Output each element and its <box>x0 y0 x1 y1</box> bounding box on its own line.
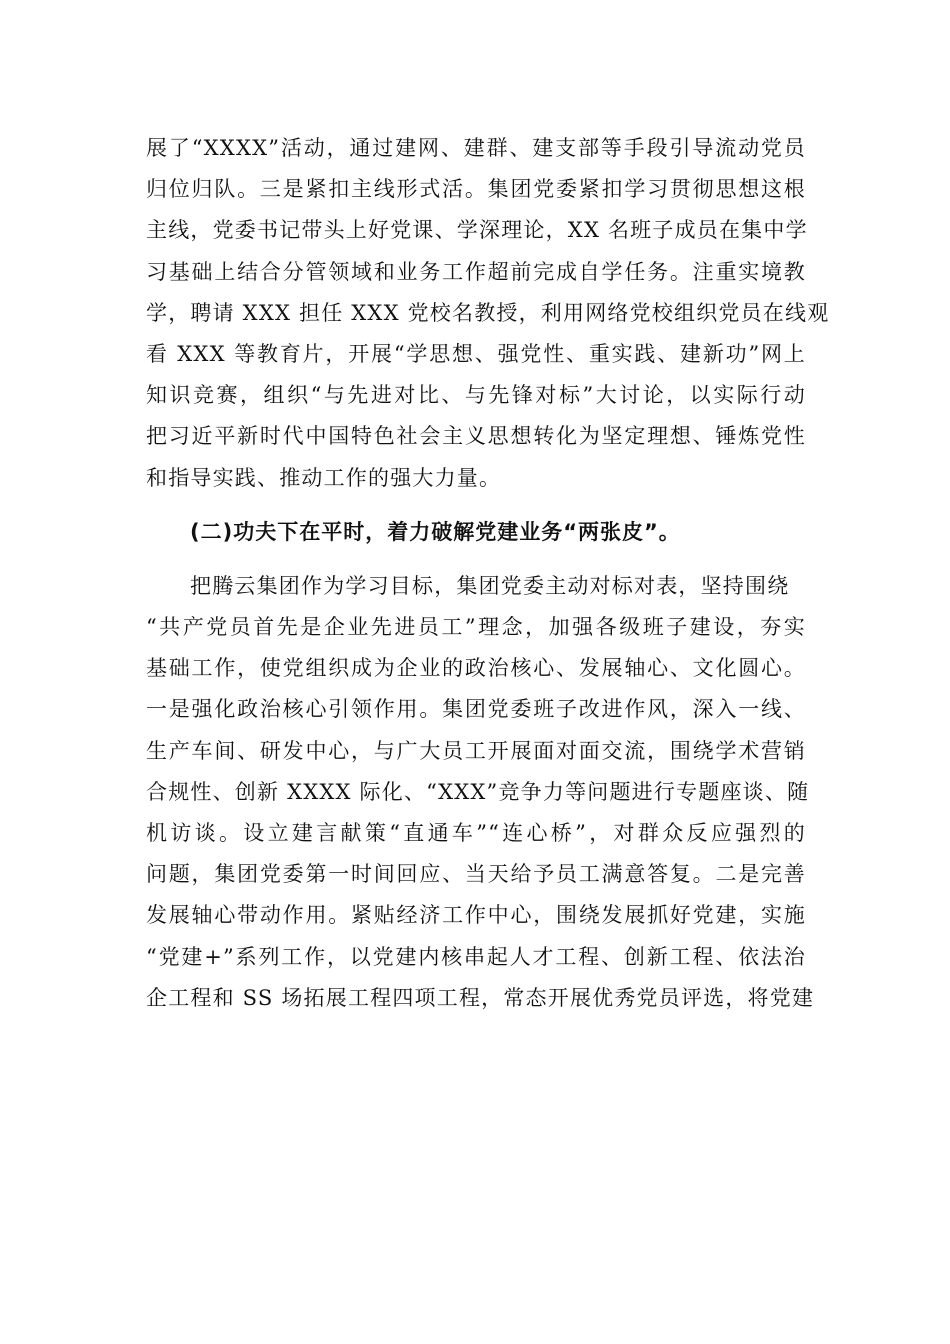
section-heading: (二)功夫下在平时，着力破解党建业务“两张皮”。 <box>190 519 681 544</box>
document-body <box>146 128 830 1019</box>
text-line: 一是强化政治核心引领作用。集团党委班子改进作风，深入一线、 <box>146 697 806 722</box>
text-line: 展了“XXXX”活动，通过建网、建群、建支部等手段引导流动党员 <box>146 136 806 160</box>
text-line: 发展轴心带动作用。紧贴经济工作中心，围绕发展抓好党建，实施 <box>146 903 806 928</box>
text-line: 知识竞赛，组织“与先进对比、与先锋对标”大讨论，以实际行动 <box>146 383 806 408</box>
text-line: 企工程和 SS 场拓展工程四项工程，常态开展优秀党员评选，将党建 <box>146 985 815 1010</box>
paragraph-1 <box>146 128 830 499</box>
text-line: 习基础上结合分管领域和业务工作超前完成自学任务。注重实境教 <box>146 259 806 284</box>
text-line: 把腾云集团作为学习目标，集团党委主动对标对表，坚持围绕 <box>190 573 790 598</box>
text-line: 学，聘请 XXX 担任 XXX 党校名教授，利用网络党校组织党员在线观 <box>146 300 830 325</box>
text-line: 主线，党委书记带头上好党课、学深理论，XX 名班子成员在集中学 <box>146 218 808 243</box>
text-line: 把习近平新时代中国特色社会主义思想转化为坚定理想、锤炼党性 <box>146 424 806 449</box>
text-line: 和指导实践、推动工作的强大力量。 <box>146 465 502 490</box>
text-line: 看 XXX 等教育片，开展“学思想、强党性、重实践、建新功”网上 <box>146 341 806 366</box>
text-line: 问题，集团党委第一时间回应、当天给予员工满意答复。二是完善 <box>146 862 806 887</box>
text-line: 机访谈。设立建言献策“直通车”“连心桥”，对群众反应强烈的 <box>146 821 806 845</box>
text-line: “党建+”系列工作，以党建内核串起人才工程、创新工程、依法治 <box>146 944 806 969</box>
text-line: 基础工作，使党组织成为企业的政治核心、发展轴心、文化圆心。 <box>146 656 806 681</box>
text-line: 归位归队。三是紧扣主线形式活。集团党委紧扣学习贯彻思想这根 <box>146 177 806 202</box>
text-line: “共产党员首先是企业先进员工”理念，加强各级班子建设，夯实 <box>146 615 806 640</box>
paragraph-2 <box>146 566 815 1019</box>
text-line: 合规性、创新 XXXX 际化、“XXX”竞争力等问题进行专题座谈、随 <box>146 779 810 804</box>
text-line: 生产车间、研发中心，与广大员工开展面对面交流，围绕学术营销 <box>146 738 806 763</box>
